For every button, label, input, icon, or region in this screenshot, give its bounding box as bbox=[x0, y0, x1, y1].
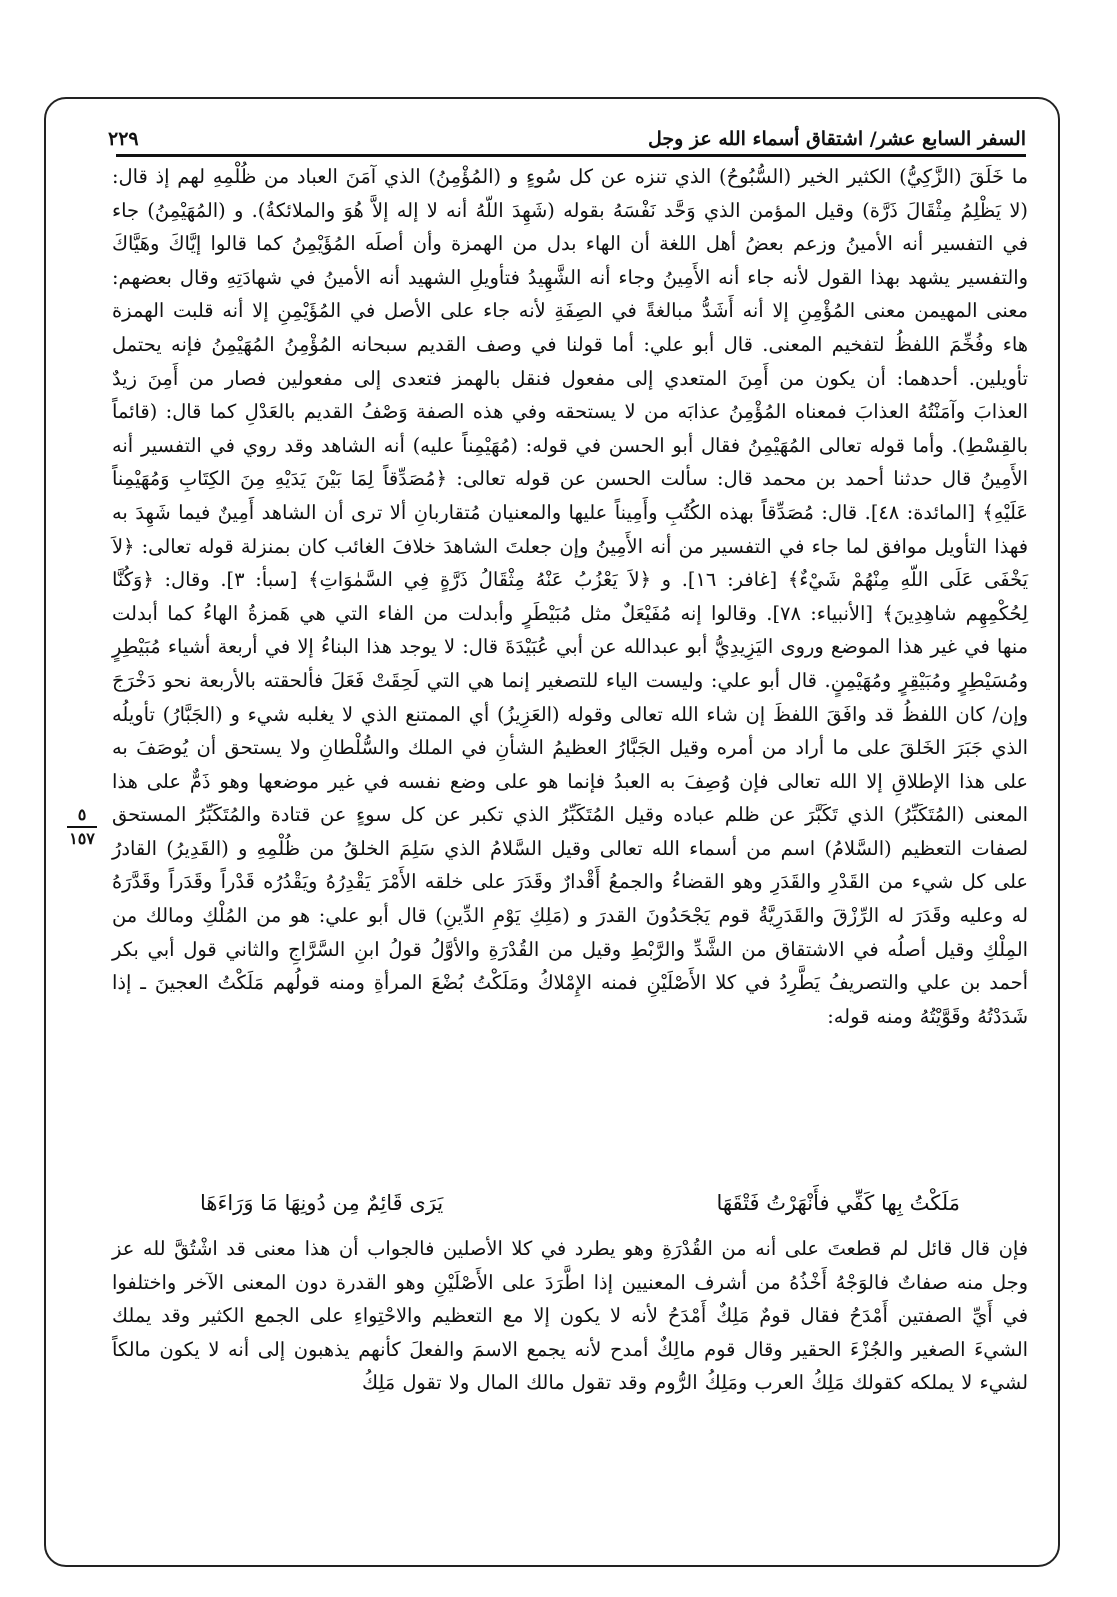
main-text bbox=[112, 160, 1028, 1033]
verse-first-hemistich: مَلَكْتُ بِها كَفِّي فأَنْهَرْتُ فَتْقَهَا bbox=[716, 1191, 960, 1215]
verse-second-hemistich: يَرَى قَائِمٌ مِن دُونِهَا مَا وَرَاءَهَا bbox=[200, 1191, 444, 1215]
main-text-continued bbox=[112, 1232, 1028, 1400]
body-paragraph: فإن قال قائل لم قطعتَ على أنه من القُدْرَةِ وهو يطرد في كلا الأصلين فالجواب أن هذا معنى قد اشْتُقَّ لله عز وجل منه صفاتٌ فالوَجْهُ أَخْذُهُ من أشرف المعنيين إذا اطَّرَدَ على الأَصْلَيْنِ وهو القدرة دون المعنى الآخر واختلفوا في أَيِّ الصفتين أَمْدَحُ فقال قومٌ مَلِكٌ أَمْدَحُ لأنه لا يكون إلا مع التعظيم والاحْتِواءِ على الجمع الكثير وقد يملك الشيءَ الصغير والجُزْءَ الحقير وقال قوم مالِكٌ أمدح لأنه يجمع الاسمَ والفعلَ كأنهم يذهبون إلى أنه لا يكون مالكاً لشيء لا يملكه كقولك مَلِكُ العرب ومَلِكُ الرُّوم وقد تقول مالك المال ولا تقول مَلِكُ bbox=[112, 1237, 1028, 1395]
header-rule bbox=[116, 154, 1026, 157]
poetry-verse bbox=[200, 1183, 960, 1223]
running-header bbox=[108, 116, 1026, 150]
margin-page-reference bbox=[60, 805, 104, 851]
header-title: السفر السابع عشر/ اشتقاق أسماء الله عز وجل bbox=[648, 128, 1026, 150]
margin-ref-divider bbox=[67, 826, 97, 828]
page-number: ٢٢٩ bbox=[108, 128, 139, 150]
margin-ref-page: ١٥٧ bbox=[69, 829, 95, 848]
body-paragraph: ما خَلَقَ (الزَّكِيُّ) الكثير الخير (السُّبُوحُ) الذي تنزه عن كل سُوءٍ و (المُؤْمِنُ) الذي آمَنَ العباد من ظُلْمِهِ لهم إذ قال: (لا يَظْلِمُ مِثْقَالَ ذَرَّة) وقيل المؤمن الذي وَحَّد نَفْسَهُ بقوله (شَهِدَ اللّهُ أنه لا إله إلاَّ هُوَ والملائكةُ). و (المُهَيْمِنُ) جاء في التفسير أنه الأمينُ وزعم بعضُ أهل اللغة أن الهاء بدل من الهمزة وأن أصلَه المُؤَيْمِنُ كما قالوا إيَّاكَ وهَيَّاكَ والتفسير يشهد بهذا القول لأنه جاء أنه الأَمِينُ وجاء أنه الشَّهِيدُ فتأويلِ الشهيد أنه الأمينُ في شهادَتِهِ وقال بعضهم: معنى المهيمن معنى المُؤْمِنِ إلا أنه أَشَدُّ مبالغةً في الصِفَةِ لأنه جاء على الأصل في المُؤَيْمِنِ إلا أنه قلبت الهمزة هاء وفُخِّمَ اللفظُ لتفخيم المعنى. قال أبو علي: أما قولنا في وصف القديم سبحانه المُؤْمِنُ المُهَيْمِنُ فإنه يحتمل تأويلين. أحدهما: أن يكون من أَمِنَ المتعدي إلى مفعول فنقل بالهمز فتعدى إلى مفعولين فصار من أَمِنَ زيدٌ العذابَ وآمَنْتُهُ العذابَ فمعناه المُؤْمِنُ عذابَه من لا يستحقه وفي هذه الصفة وَصْفُ القديم بالعَدْلِ كما قال: (قائماً بالقِسْطِ). وأما قوله تعالى المُهَيْمِنُ فقال أبو الحسن في قوله: (مُهَيْمِناً عليه) أنه الشاهد وقد روي في التفسير أنه الأَمِينُ قال حدثنا أحمد بن محمد قال: سألت الحسن عن قوله تعالى: ﴿مُصَدِّقاً لِمَا بَيْنَ يَدَيْهِ مِنَ الكِتَابِ وَمُهَيْمِناً عَلَيْهِ﴾ [المائدة: ٤٨]. قال: مُصَدِّقاً بهذه الكُتُبِ وأَمِيناً عليها والمعنيان مُتقاربانِ ألا ترى أن الشاهد أَمِينٌ فيما شَهِدَ به فهذا التأويل موافق لما جاء في التفسير من أنه الأَمِينُ وإن جعلتَ الشاهدَ خلافَ الغائب كان بمنزلة قوله تعالى: ﴿لاَ يَخْفَى عَلَى اللّهِ مِنْهُمْ شَيْءٌ﴾ [غافر: ١٦]. و ﴿لاَ يَعْزُبُ عَنْهُ مِثْقَالُ ذَرَّةٍ فِي السَّمٰوَاتِ﴾ [سبأ: ٣]. وقال: ﴿وَكُنَّا لِحُكْمِهِم شاهِدِينَ﴾ [الأنبياء: ٧٨]. وقالوا إنه مُفَيْعَلٌ مثل مُبَيْطَرٍ وأبدلت من الفاء التي هي هَمزةُ الهاءُ كما أبدلت منها في غير هذا الموضع وروى اليَزِيدِيُّ أبو عبدالله عن أبي عُبَيْدَةَ قال: لا يوجد هذا البناءُ إلا في أربعة أشياء مُبَيْطِرٍ ومُسَيْطِرٍ ومُبَيْقِرٍ ومُهَيْمِنٍ. قال أبو علي: وليست الياء للتصغير إنما هي التي لَحِقَتْ فَعَلَ فألحقته بالأربعة نحو دَخْرَجَ وإن/ كان اللفظُ قد وافَقَ اللفظَ إن شاء الله تعالى وقوله (العَزِيزُ) أي الممتنع الذي لا يغلبه شيء و (الجَبَّارُ) تأويلُه الذي جَبَرَ الخَلقَ على ما أراد من أمره وقيل الجَبَّارُ العظيمُ الشأنِ في الملك والسُّلْطانِ ولا يستحق أن يُوصَفَ به على هذا الإطلاقِ إلا الله تعالى فإن وُصِفَ به العبدُ فإنما هو على وضع نفسه في غير موضعها وهو ذَمٌّ على هذا المعنى (المُتَكَبِّرُ) الذي تَكَبَّرَ عن ظلم عباده وقيل المُتَكَبِّرُ الذي تكبر عن كل سوءٍ عن قتادة والمُتَكَبِّرُ المستحق لصفات التعظيم (السَّلامُ) اسم من أسماء الله تعالى وقيل السَّلامُ الذي سَلِمَ الخلقُ من ظُلْمِهِ و (القَدِيرُ) القادرُ على كل شيء من القَدْرِ والقَدَرِ وهو القضاءُ والجمعُ أَقْدارٌ وقَدَرَ على خلقه الأَمْرَ يَقْدِرُهُ ويَقْدُرُه قَدْراً وقَدَراً وقَدَّرَهُ له وعليه وقَدَرَ له الرِّزْقَ والقَدَرِيَّةُ قوم يَجْحَدُونَ القدرَ و (مَلِكِ يَوْمِ الدِّينِ) قال أبو علي: هو من المُلْكِ ومالك من المِلْكِ وقيل أصلُه في الاشتقاق من الشَّدِّ والرَّبْطِ وقيل من القُدْرَةِ والأوَّلُ قولُ ابنِ السَّرَّاجِ والثاني قول أبي بكر أحمد بن علي والتصريفُ يَطَّرِدُ في كلا الأَصْلَيْنِ فمنه الإِمْلاكُ ومَلَكْتُ بُضْعَ المرأةِ ومنه قولُهم مَلَكْتُ العجينَ ـ إذا شَدَدْتُهُ وقَوَّيْتُهُ ومنه قوله: bbox=[112, 165, 1029, 1028]
margin-ref-volume: ٥ bbox=[77, 805, 87, 824]
